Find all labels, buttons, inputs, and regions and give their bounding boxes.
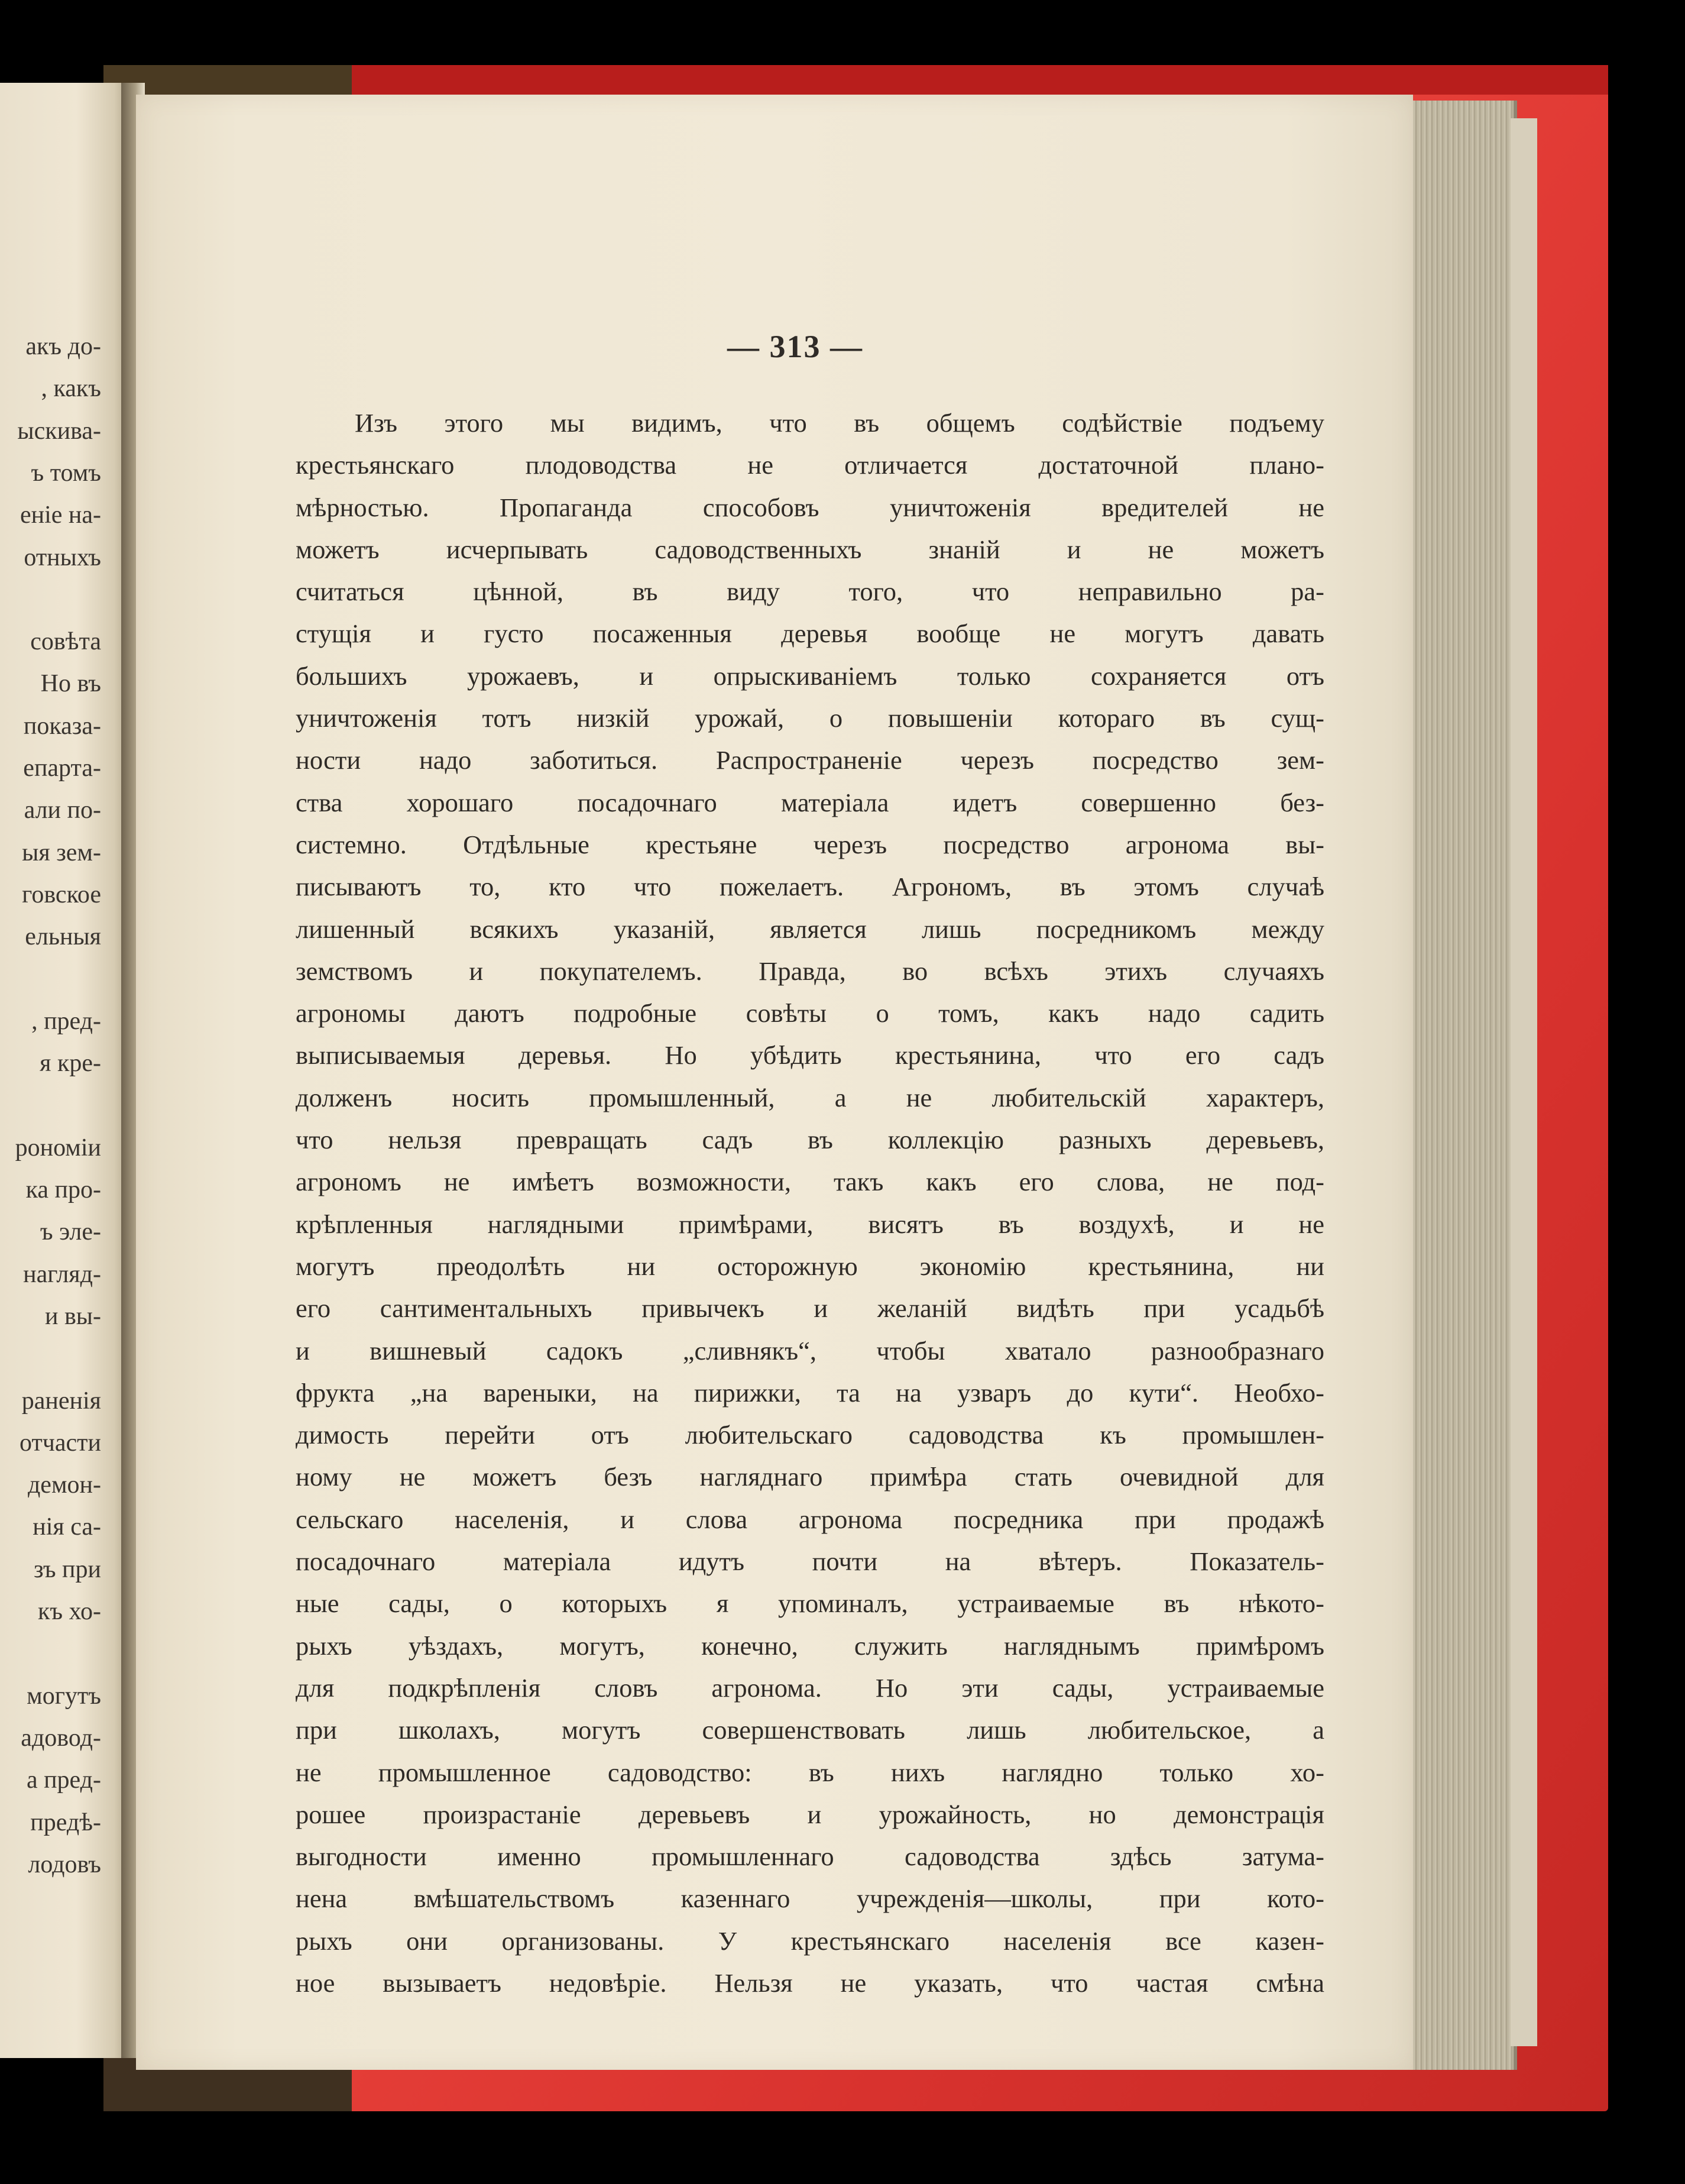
- text-line: большихъ урожаевъ, и опрыскиваніемъ только сохраняется отъ: [296, 661, 1324, 691]
- text-line: крестьянскаго плодоводства не отличается достаточной плано-: [296, 450, 1324, 480]
- left-page-fragment: еніе на-: [20, 501, 101, 529]
- page-number: — 313 —: [727, 329, 863, 364]
- text-line: рыхъ они организованы. У крестьянскаго населенія все казен-: [296, 1926, 1324, 1956]
- text-line: ное вызываетъ недовѣріе. Нельзя не указать, что частая смѣна: [296, 1968, 1324, 1998]
- left-page-fragment: ъ эле-: [40, 1218, 101, 1246]
- left-page-fragment: отныхъ: [24, 543, 101, 571]
- text-line: выгодности именно промышленнаго садоводства здѣсь затума-: [296, 1842, 1324, 1872]
- text-line: могутъ преодолѣть ни осторожную экономію крестьянина, ни: [296, 1251, 1324, 1281]
- body-text: [296, 402, 1324, 2004]
- left-page-fragment: али по-: [24, 797, 101, 824]
- text-line: посадочнаго матеріала идутъ почти на вѣтеръ. Показатель-: [296, 1546, 1324, 1577]
- text-line: не промышленное садоводство: въ нихъ наглядно только хо-: [296, 1757, 1324, 1787]
- text-line: выписываемыя деревья. Но убѣдить крестьянина, что его садъ: [296, 1040, 1324, 1070]
- text-line: димость перейти отъ любительскаго садоводства къ промышлен-: [296, 1420, 1324, 1450]
- left-page-fragment: рономіи: [15, 1134, 101, 1161]
- text-line: земствомъ и покупателемъ. Правда, во всѣхъ этихъ случаяхъ: [296, 956, 1324, 986]
- text-line: мѣрностью. Пропаганда способовъ уничтоженія вредителей не: [296, 492, 1324, 522]
- page-edges: [1407, 101, 1517, 2070]
- text-line: рыхъ уѣздахъ, могутъ, конечно, служить нагляднымъ примѣромъ: [296, 1630, 1324, 1661]
- left-page-fragment: отчасти: [19, 1429, 101, 1457]
- text-line: ства хорошаго посадочнаго матеріала идетъ совершенно без-: [296, 787, 1324, 817]
- left-page-fragment: лодовъ: [28, 1850, 101, 1878]
- left-page-fragment: ельныя: [25, 923, 101, 951]
- left-page-fragment: , пред-: [31, 1007, 101, 1035]
- left-page-fragment: могутъ: [27, 1682, 101, 1710]
- left-page-fragment: ыскива-: [17, 417, 101, 445]
- text-line: что нельзя превращать садъ въ коллекцію разныхъ деревьевъ,: [296, 1125, 1324, 1155]
- text-line: уничтоженія тотъ низкій урожай, о повышеніи котораго въ сущ-: [296, 703, 1324, 733]
- text-line: долженъ носить промышленный, а не любительскій характеръ,: [296, 1082, 1324, 1112]
- left-page-fragment: совѣта: [30, 628, 101, 656]
- left-page-fragment: говское: [22, 881, 101, 908]
- left-page-fragment: епарта-: [23, 755, 101, 782]
- left-page-fragment: предѣ-: [30, 1808, 101, 1836]
- left-page-fragment: Но въ: [40, 670, 101, 698]
- text-line: нена вмѣшательствомъ казеннаго учрежденія—школы, при кото-: [296, 1884, 1324, 1914]
- left-page-fragment: къ хо-: [37, 1598, 101, 1625]
- text-line: стущія и густо посаженныя деревья вообще не могутъ давать: [296, 619, 1324, 649]
- text-line: Изъ этого мы видимъ, что въ общемъ содѣйствіе подъему: [355, 408, 1324, 438]
- text-line: его сантиментальныхъ привычекъ и желаній видѣть при усадьбѣ: [296, 1293, 1324, 1324]
- text-line: ному не можетъ безъ нагляднаго примѣра стать очевидной для: [296, 1462, 1324, 1492]
- text-line: рошее произрастаніе деревьевъ и урожайность, но демонстрація: [296, 1799, 1324, 1829]
- text-line: системно. Отдѣльные крестьяне черезъ посредство агронома вы-: [296, 829, 1324, 859]
- left-page-fragment: и вы-: [44, 1302, 101, 1330]
- left-page-fragment: раненія: [21, 1387, 101, 1415]
- text-line: сельскаго населенія, и слова агронома посредника при продажѣ: [296, 1504, 1324, 1534]
- left-page-fragment: а пред-: [26, 1766, 101, 1794]
- text-line: лишенный всякихъ указаній, является лишь посредникомъ между: [296, 914, 1324, 944]
- text-line: фрукта „на вареныки, на пирижки, та на узваръ до кути“. Необхо-: [296, 1377, 1324, 1408]
- left-page-fragment: демон-: [27, 1471, 101, 1499]
- text-line: агрономы даютъ подробные совѣты о томъ, какъ надо садить: [296, 998, 1324, 1028]
- text-line: можетъ исчерпывать садоводственныхъ знаній и не можетъ: [296, 534, 1324, 564]
- text-line: для подкрѣпленія словъ агронома. Но эти сады, устраиваемые: [296, 1672, 1324, 1703]
- left-page-fragment: адовод-: [21, 1724, 101, 1752]
- text-line: при школахъ, могутъ совершенствовать лишь любительское, а: [296, 1715, 1324, 1745]
- previous-page: [0, 83, 127, 2058]
- left-page-fragment: я кре-: [40, 1050, 101, 1078]
- left-page-fragment: нія са-: [33, 1513, 101, 1541]
- text-line: считаться цѣнной, въ виду того, что неправильно ра-: [296, 577, 1324, 607]
- text-line: ные сады, о которыхъ я упоминалъ, устраиваемые въ нѣкото-: [296, 1588, 1324, 1619]
- left-page-fragment: нагляд-: [23, 1260, 101, 1288]
- left-page-fragment: ыя зем-: [22, 839, 101, 866]
- left-page-fragment: зъ при: [33, 1555, 101, 1583]
- left-page-fragment: акъ до-: [25, 333, 101, 360]
- text-line: писываютъ то, кто что пожелаетъ. Агрономъ, въ этомъ случаѣ: [296, 872, 1324, 902]
- left-page-fragment: ъ томъ: [31, 459, 101, 487]
- main-page: [136, 95, 1413, 2070]
- cover-top-edge: [325, 65, 1608, 95]
- left-page-fragment: показа-: [23, 712, 101, 740]
- text-line: агрономъ не имѣетъ возможности, такъ какъ его слова, не под-: [296, 1167, 1324, 1197]
- text-line: крѣпленныя наглядными примѣрами, висятъ въ воздухѣ, и не: [296, 1209, 1324, 1239]
- text-line: и вишневый садокъ „сливнякъ“, чтобы хватало разнообразнаго: [296, 1335, 1324, 1366]
- text-line: ности надо заботиться. Распространеніе черезъ посредство зем-: [296, 745, 1324, 775]
- left-page-fragment: , какъ: [41, 375, 101, 403]
- page-edges-outer: [1511, 118, 1537, 2046]
- left-page-fragment: ка про-: [25, 1176, 101, 1203]
